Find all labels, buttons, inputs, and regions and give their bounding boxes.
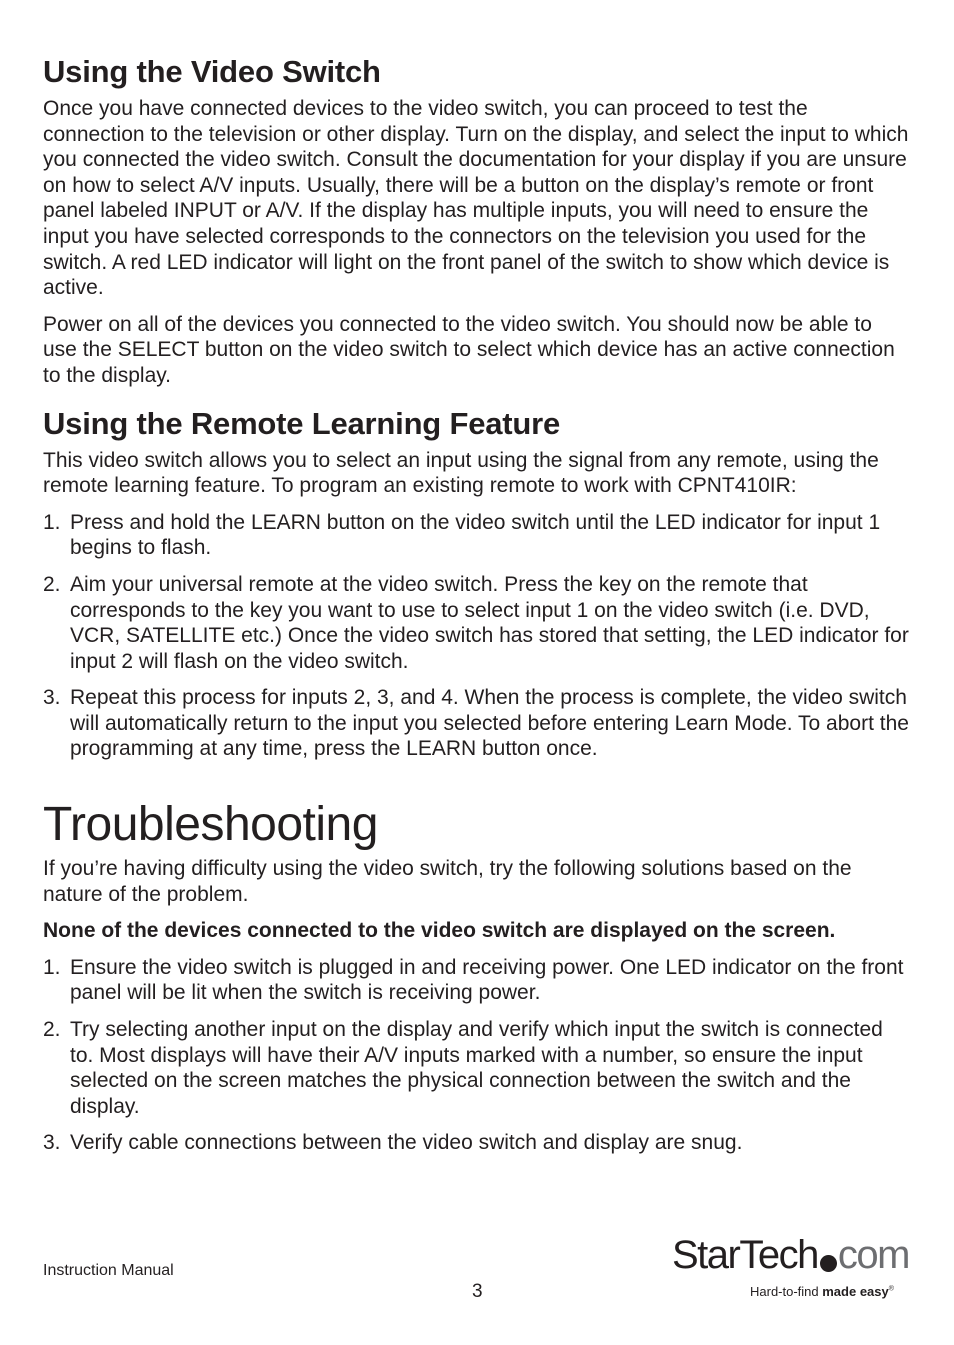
page-content [43,52,909,1167]
tagline-bold: made easy [822,1284,889,1299]
remote-learning-steps [43,510,909,762]
logo-tagline [750,1284,894,1299]
list-item [43,1017,909,1119]
list-text: Verify cable connections between the video switch and display are snug. [70,1131,743,1155]
troubleshooting-steps [43,955,909,1156]
list-text: Try selecting another input on the display and verify which input the switch is connected to. Most displays will have their A/V inputs marked with a number, so ensure the input selected on the screen matches the physical connection between the switch and the display. [70,1018,883,1118]
paragraph: Once you have connected devices to the video switch, you can proceed to test the connection to the television or other display. Turn on the display, and select the input to which you connected the video switch. Consult the documentation for your display if you are unsure on how to select A/V inputs. Usually, there will be a button on the display’s remote or front panel labeled INPUT or A/V. If the display has multiple inputs, you will need to ensure the input you have selected corresponds to the connectors on the television you used for the switch. A red LED indicator will light on the front panel of the switch to show which device is active. [43,97,909,300]
list-number: 1. [43,510,61,534]
logo-wordmark [672,1232,909,1278]
list-item [43,955,909,1006]
startech-logo [672,1232,912,1302]
page-number: 3 [472,1281,483,1302]
logo-star-text: StarTech [672,1233,818,1277]
list-item [43,510,909,561]
list-number: 2. [43,1018,61,1042]
troubleshooting-title: Troubleshooting [43,798,378,852]
list-number: 2. [43,572,61,596]
list-text: Press and hold the LEARN button on the video switch until the LED indicator for input 1 begins to flash. [70,510,881,560]
tagline-plain: Hard-to-find [750,1284,823,1299]
list-number: 3. [43,686,61,710]
logo-dot-icon [820,1255,837,1272]
list-text: Aim your universal remote at the video switch. Press the key on the remote that corresponds to the key you want to use to select input 1 on the video switch (i.e. DVD, VCR, SATELLITE etc.) Once the video switch has stored that setting, the LED indicator for input 2 will flash on the video switch. [70,572,909,673]
logo-com-text: com [837,1233,909,1277]
section-heading-video-switch: Using the Video Switch [43,54,381,89]
list-text: Ensure the video switch is plugged in and receiving power. One LED indicator on the front panel will be lit when the switch is receiving power. [70,955,904,1005]
footer-manual-label: Instruction Manual [43,1262,174,1279]
list-number: 3. [43,1131,61,1155]
list-item [43,1130,909,1156]
problem-statement: None of the devices connected to the video switch are displayed on the screen. [43,919,836,943]
list-number: 1. [43,955,61,979]
registered-mark: ® [888,1285,894,1293]
list-text: Repeat this process for inputs 2, 3, and 4. When the process is complete, the video switch will automatically return to the input you selected before entering Learn Mode. To abort the programming at any time, press the LEARN button once. [70,686,909,761]
list-item [43,572,909,674]
paragraph: This video switch allows you to select an input using the signal from any remote, using the remote learning feature. To program an existing remote to work with CPNT410IR: [43,448,879,498]
paragraph: If you’re having difficulty using the video switch, try the following solutions based on the nature of the problem. [43,857,852,906]
section-heading-remote-learning: Using the Remote Learning Feature [43,405,561,441]
list-item [43,685,909,762]
paragraph: Power on all of the devices you connected to the video switch. You should now be able to use the SELECT button on the video switch to select which device has an active connection to the display. [43,312,895,387]
